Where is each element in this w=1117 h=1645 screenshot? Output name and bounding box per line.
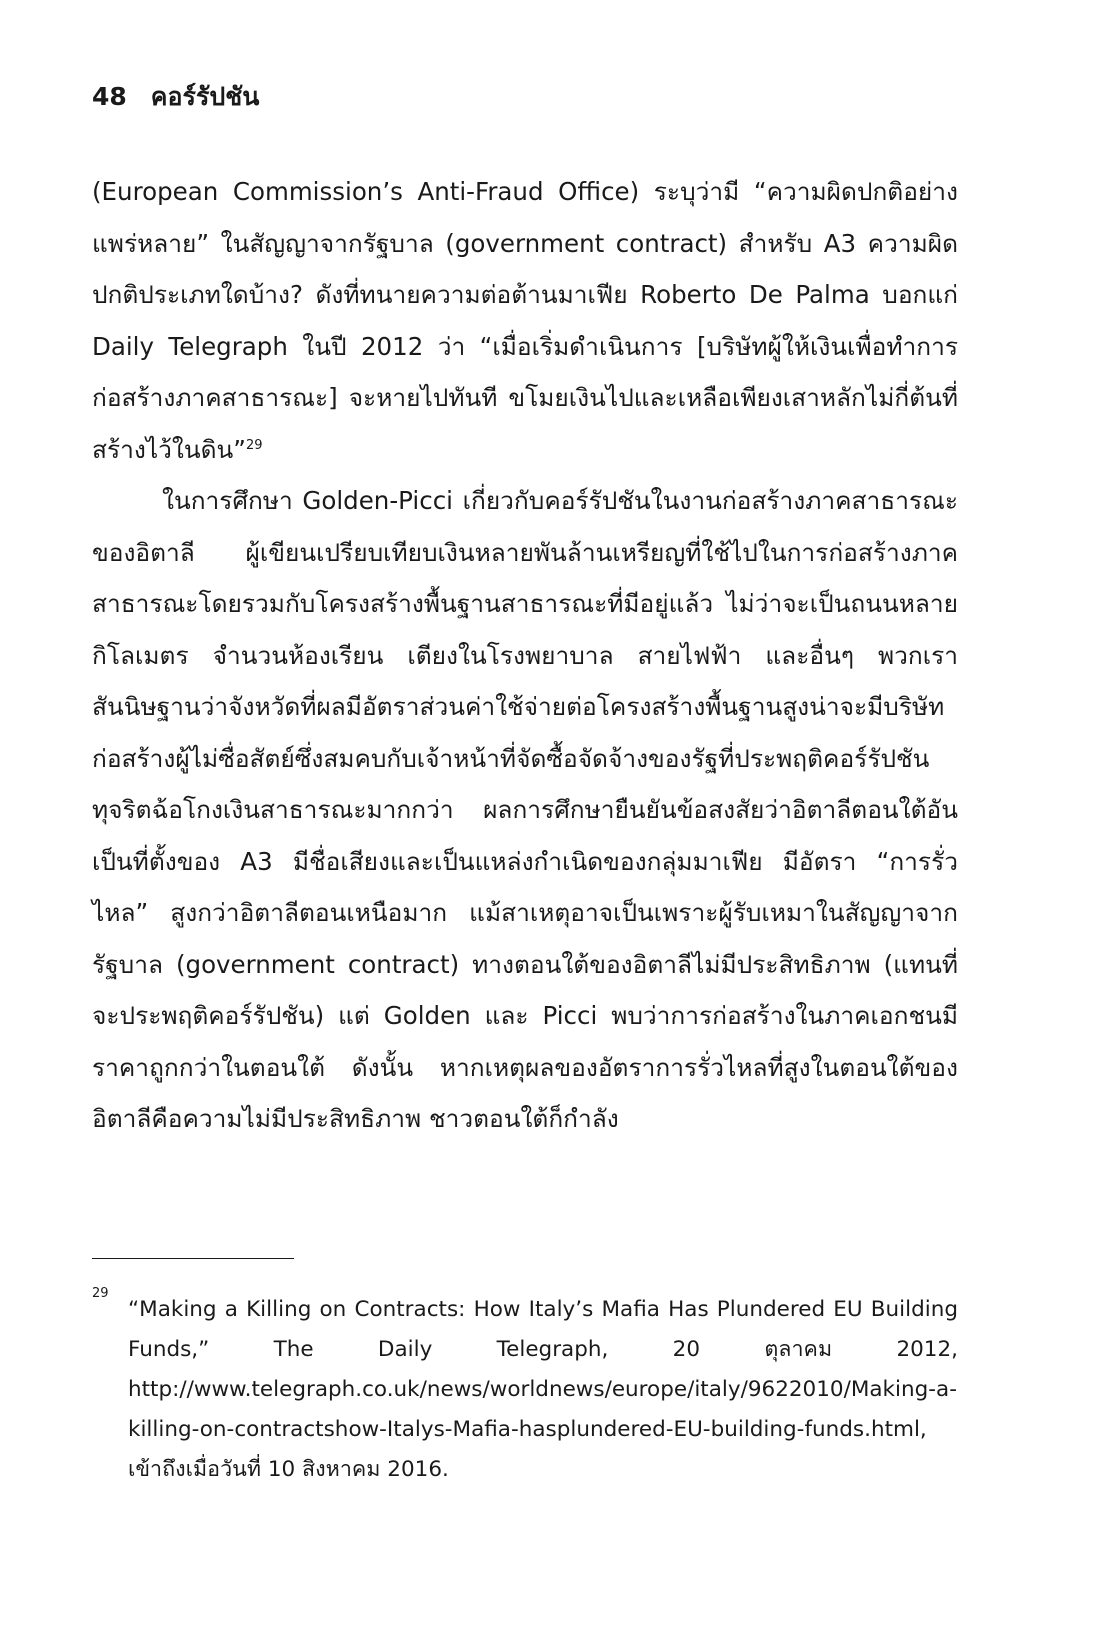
footnote-number: 29 — [92, 1286, 109, 1301]
running-head — [92, 80, 259, 114]
footnote-separator — [92, 1258, 294, 1259]
paragraph-1 — [92, 166, 958, 475]
footnote-reference: 29 — [245, 437, 263, 453]
footnote — [92, 1286, 958, 1490]
body-text — [92, 166, 958, 1145]
paragraph-2-text: ในการศึกษา Golden-Picci เกี่ยวกับคอร์รัปชันในงานก่อสร้างภาคสาธารณะของอิตาลี ผู้เขียนเปรียบเทียบเงินหลายพันล้านเหรียญที่ใช้ไปในการก่อสร้างภาคสาธารณะโดยรวมกับโครงสร้างพื้นฐานสาธารณะที่มีอยู่แล้ว ไม่ว่าจะเป็นถนนหลายกิโลเมตร จำนวนห้องเรียน เตียงในโรงพยาบาล สายไฟฟ้า และอื่นๆ พวกเราสันนิษฐานว่าจังหวัดที่ผลมีอัตราส่วนค่าใช้จ่ายต่อโครงสร้างพื้นฐานสูงน่าจะมีบริษัทก่อสร้างผู้ไม่ซื่อสัตย์ซึ่งสมคบกับเจ้าหน้าที่จัดซื้อจัดจ้างของรัฐที่ประพฤติคอร์รัปชันทุจริตฉ้อโกงเงินสาธารณะมากกว่า ผลการศึกษายืนยันข้อสงสัยว่าอิตาลีตอนใต้อันเป็นที่ตั้งของ A3 มีชื่อเสียงและเป็นแหล่งกำเนิดของกลุ่มมาเฟีย มีอัตรา “การรั่วไหล” สูงกว่าอิตาลีตอนเหนือมาก แม้สาเหตุอาจเป็นเพราะผู้รับเหมาในสัญญาจากรัฐบาล (government contract) ทางตอนใต้ของอิตาลีไม่มีประสิทธิภาพ (แทนที่จะประพฤติคอร์รัปชัน) แต่ Golden และ Picci พบว่าการก่อสร้างในภาคเอกชนมีราคาถูกกว่าในตอนใต้ ดังนั้น หากเหตุผลของอัตราการรั่วไหลที่สูงในตอนใต้ของอิตาลีคือความไม่มีประสิทธิภาพ ชาวตอนใต้ก็กำลัง — [92, 486, 958, 1133]
paragraph-2 — [92, 475, 958, 1145]
paragraph-1-text: (European Commission’s Anti-Fraud Office) ระบุว่ามี “ความผิดปกติอย่างแพร่หลาย” ในสัญญาจากรัฐบาล (government contract) สำหรับ A3 ความผิดปกติประเภทใดบ้าง? ดังที่ทนายความต่อต้านมาเฟีย Roberto De Palma บอกแก่ Daily Telegraph ในปี 2012 ว่า “เมื่อเริ่มดำเนินการ [บริษัทผู้ให้เงินเพื่อทำการก่อสร้างภาคสาธารณะ] จะหายไปทันที ขโมยเงินไปและเหลือเพียงเสาหลักไม่กี่ต้นที่สร้างไว้ในดิน” — [92, 177, 958, 464]
page-number: 48 — [92, 82, 127, 111]
book-title: คอร์รัปชัน — [150, 82, 260, 111]
footnote-text: “Making a Killing on Contracts: How Italy’s Mafia Has Plundered EU Building Funds,” The Daily Telegraph, 20 ตุลาคม 2012, http://www.telegraph.co.uk/news/worldnews/europe/italy/9622010/Making-a-killing-on-contractshow-Italys-Mafia-hasplundered-EU-building-funds.html, เข้าถึงเมื่อวันที่ 10 สิงหาคม 2016. — [128, 1297, 958, 1482]
